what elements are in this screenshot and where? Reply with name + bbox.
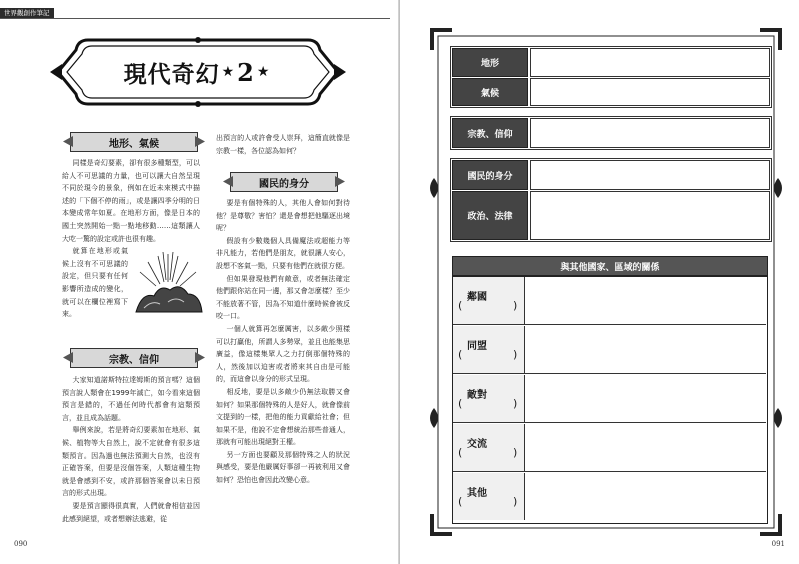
citizen-status-field[interactable] bbox=[530, 160, 770, 190]
landscape-illustration-icon bbox=[132, 252, 204, 318]
label-politics-law: 政治、法律 bbox=[452, 191, 528, 240]
paragraph: 一個人就算再怎麼厲害，以多敵少照樣可以打贏他，所謂人多勢眾，並且也能集思廣益，像這樣集眾人之力打倒那個特殊的人，然後加以迫害或者將來其自由是可能的，而這會以身分的形式呈現。 bbox=[216, 324, 350, 384]
relation-name: 同盟 bbox=[467, 341, 487, 352]
title-number: 2 bbox=[237, 57, 255, 87]
close-paren: ) bbox=[513, 299, 518, 312]
section-heading-religion: 宗教、信仰 bbox=[70, 348, 198, 368]
paragraph: 舉例來說，若是將奇幻要素加在地形、氣候、植物等大自然上，說不定就會有很多這類預言。因為過也無法預測大自然，也沒有正確答案，但要是沒個答案，人類這種生物就是會感到不安，或許那個答案會以未日預言的形式出現。 bbox=[62, 426, 200, 498]
relation-row-neighbor[interactable] bbox=[453, 277, 766, 325]
left-page bbox=[0, 0, 399, 564]
title-plaque bbox=[48, 32, 348, 112]
paragraph: 就算在地形或氣候上沒有不可思議的設定，但只要有任何影響所造成的變化，就可以在欄位裡寫下來。 bbox=[62, 247, 128, 319]
section-heading-terrain: 地形、氣候 bbox=[70, 132, 198, 152]
section2-body bbox=[62, 374, 200, 525]
relation-name: 其他 bbox=[467, 488, 487, 499]
relation-label-cell bbox=[453, 473, 525, 520]
section-heading-citizen-status: 國民的身分 bbox=[230, 172, 338, 192]
relation-row-exchange[interactable] bbox=[453, 424, 766, 472]
relation-name: 敵對 bbox=[467, 390, 487, 401]
paragraph: 假設有少數幾個人具備魔法或超能力等非凡能力，若他們是朋友，就很讓人安心，設想不客氣一點，只要有他們在就很方便。 bbox=[216, 236, 350, 270]
section2-continuation bbox=[216, 132, 350, 157]
open-paren: ( bbox=[458, 348, 463, 361]
religion-field[interactable] bbox=[530, 118, 770, 148]
paragraph: 出預言的人或許會受人崇拜，這簡直就像是宗教一樣，各位認為如何？ bbox=[216, 134, 350, 155]
section3-body bbox=[216, 197, 350, 487]
paragraph: 但如果發現他們有敵意，或者無法確定他們跟你站在同一邊，那又會怎麼樣？至少不能放著不管，因為不知道什麼時候會被反咬一口。 bbox=[216, 274, 350, 321]
running-header: 世界觀創作筆記 bbox=[0, 8, 54, 19]
star-icon: ★ bbox=[256, 64, 271, 80]
relation-row-hostile[interactable] bbox=[453, 375, 766, 423]
paragraph: 要是有個特殊的人，其他人會如何對待他？是尊敬？害怕？還是會想把他驅逐出境呢？ bbox=[216, 199, 350, 233]
title-main: 現代奇幻 bbox=[123, 61, 220, 88]
close-paren: ) bbox=[513, 397, 518, 410]
relation-name: 鄰國 bbox=[467, 292, 487, 303]
star-icon: ★ bbox=[221, 64, 236, 80]
label-citizen-status: 國民的身分 bbox=[452, 160, 528, 190]
paragraph: 要是預言顯得很真實，人們就會相信並因此感到絕望，或者想辦法逃避，從 bbox=[62, 501, 200, 523]
paragraph: 相反地，要是以多敵少仍無法取勝又會如何？如果那個特殊的人是好人，就會像前文提到的一樣，把他的能力貢獻給社會；但如果不是，他說不定會想統治那些普通人，那就有可能出現絕對王權。 bbox=[216, 387, 350, 447]
page-number: 090 bbox=[14, 540, 28, 548]
close-paren: ) bbox=[513, 348, 518, 361]
label-terrain: 地形 bbox=[452, 48, 528, 77]
open-paren: ( bbox=[458, 397, 463, 410]
label-religion: 宗教、信仰 bbox=[452, 118, 528, 148]
terrain-field[interactable] bbox=[530, 48, 770, 77]
relation-label-cell bbox=[453, 375, 525, 422]
close-paren: ) bbox=[513, 495, 518, 508]
climate-field[interactable] bbox=[530, 78, 770, 106]
politics-law-field[interactable] bbox=[530, 191, 770, 240]
right-page bbox=[400, 0, 799, 564]
page-number: 091 bbox=[771, 540, 785, 548]
open-paren: ( bbox=[458, 446, 463, 459]
paragraph: 大家知道諾斯特拉達姆斯的預言嗎？這個預言說人類會在1999年滅亡，如今看來這個預言是錯的，不過任何時代都會有這類預言，並且成為話題。 bbox=[62, 376, 200, 422]
open-paren: ( bbox=[458, 495, 463, 508]
relation-label-cell bbox=[453, 277, 525, 324]
page-title bbox=[48, 32, 348, 112]
relations-header: 與其他國家、區域的關係 bbox=[452, 256, 768, 276]
open-paren: ( bbox=[458, 299, 463, 312]
relations-table bbox=[452, 276, 768, 524]
header-rule bbox=[0, 18, 390, 19]
paragraph: 另一方面也要顧及那個特殊之人的狀況與感受，要是他嚴厲好事卻一再被利用又會如何？恐怕也會因此改變心意。 bbox=[216, 450, 350, 485]
relation-row-alliance[interactable] bbox=[453, 326, 766, 374]
label-climate: 氣候 bbox=[452, 78, 528, 106]
relation-row-other[interactable] bbox=[453, 473, 766, 521]
close-paren: ) bbox=[513, 446, 518, 459]
paragraph: 同樣是奇幻要素，卻有很多種類型，可以給人不可思議的力量，也可以讓大自然呈現不同於現今的景象，例如在近未來模式中描述的「下個不停的雨」，或是讓四季分明的日本變成常年如夏。在地形方面，像是日本的國土突然開始一點一點地移動……這類讓人大吃一驚的設定或許也很有趣。 bbox=[62, 159, 200, 243]
relation-label-cell bbox=[453, 326, 525, 373]
relation-label-cell bbox=[453, 424, 525, 471]
relation-name: 交流 bbox=[467, 439, 487, 450]
